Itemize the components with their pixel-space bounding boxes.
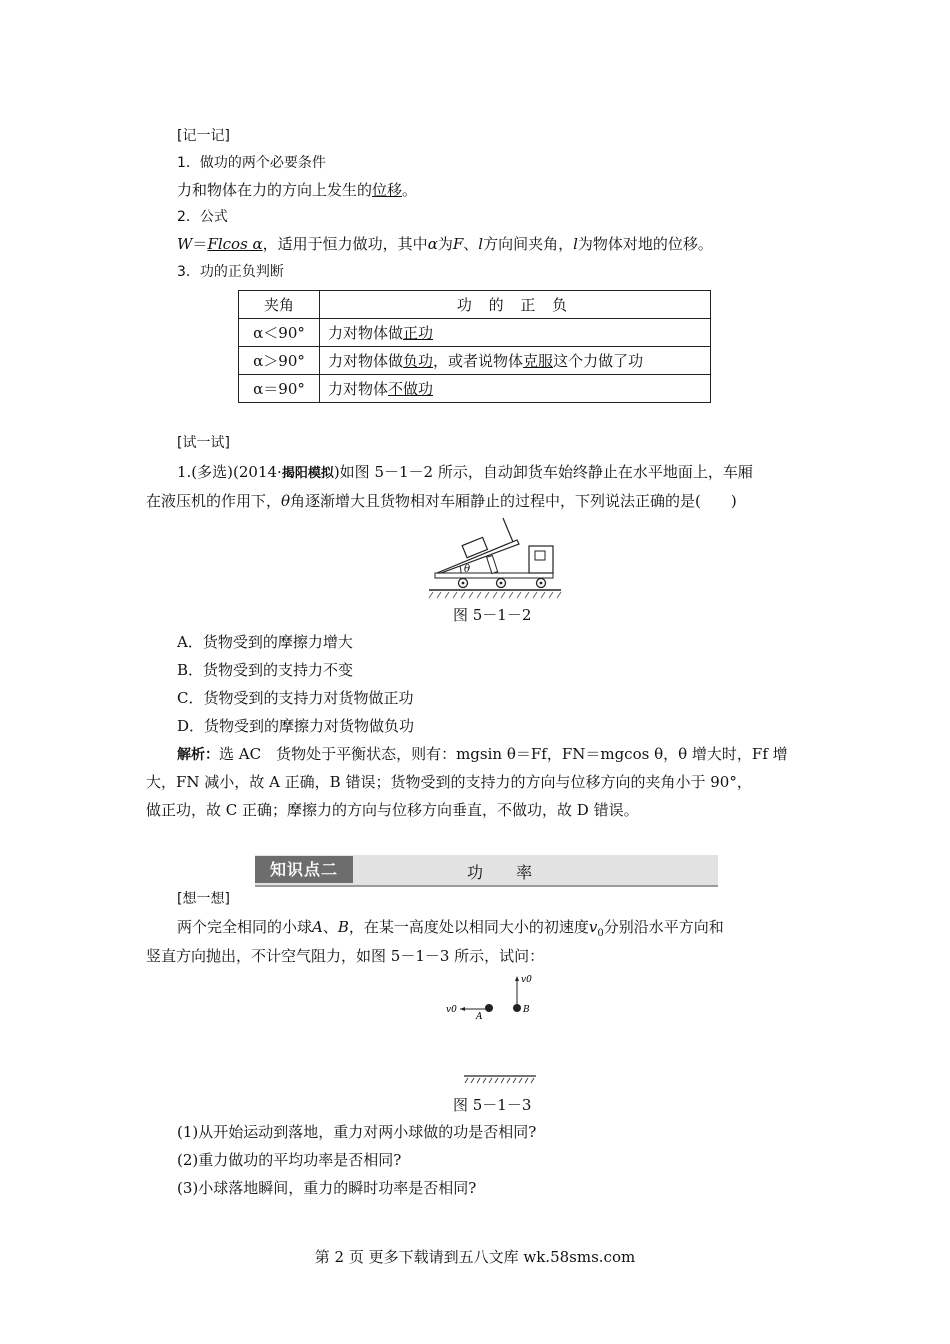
row-angle: α＞90° xyxy=(239,347,320,375)
dump-truck-figure xyxy=(425,516,575,602)
section-banner xyxy=(255,855,718,887)
table-row xyxy=(239,319,711,347)
header-work: 功 的 正 负 xyxy=(320,291,711,319)
item2-title: 2．公式 xyxy=(177,209,228,225)
option-b: B．货物受到的支持力不变 xyxy=(177,661,354,679)
two-balls-figure xyxy=(440,970,550,1086)
question-line-2: 在液压机的作用下，θ角逐渐增大且货物相对车厢静止的过程中，下列说法正确的是( ) xyxy=(146,492,737,510)
remember-heading: [记一记] xyxy=(177,128,230,144)
row-angle: α＝90° xyxy=(239,375,320,403)
option-c: C．货物受到的支持力对货物做正功 xyxy=(177,689,414,707)
table-row xyxy=(239,347,711,375)
row-work: 力对物体不做功 xyxy=(320,375,711,403)
table-row xyxy=(239,375,711,403)
row-angle: α＜90° xyxy=(239,319,320,347)
ball-a-label: A xyxy=(476,1012,483,1022)
analysis-line-1: 解析：选 AC 货物处于平衡状态，则有：mgsin θ＝Ff，FN＝mgcos θ，θ 增大时，Ff 增 xyxy=(177,745,788,763)
question-3: (3)小球落地瞬间，重力的瞬时功率是否相同? xyxy=(177,1179,477,1197)
figure-caption-3: 图 5－1－3 xyxy=(453,1096,532,1114)
header-angle: 夹角 xyxy=(239,291,320,319)
item1-title: 1．做功的两个必要条件 xyxy=(177,155,326,171)
question-1: (1)从开始运动到落地，重力对两小球做的功是否相同? xyxy=(177,1123,537,1141)
figure-caption-2: 图 5－1－2 xyxy=(453,606,532,624)
think-heading: [想一想] xyxy=(177,891,230,907)
row-work: 力对物体做正功 xyxy=(320,319,711,347)
work-sign-table xyxy=(238,290,711,403)
question-2: (2)重力做功的平均功率是否相同? xyxy=(177,1151,402,1169)
think-line-2: 竖直方向抛出，不计空气阻力，如图 5－1－3 所示，试问： xyxy=(146,947,545,965)
theta-label: θ xyxy=(464,564,471,575)
section-title: 功 率 xyxy=(467,863,547,882)
try-heading: [试一试] xyxy=(177,435,230,451)
option-d: D．货物受到的摩擦力对货物做负功 xyxy=(177,717,415,735)
formula-line: W＝Flcos α，适用于恒力做功，其中α为F、l方向间夹角，l为物体对地的位移。 xyxy=(177,235,713,253)
row-work: 力对物体做负功，或者说物体克服这个力做了功 xyxy=(320,347,711,375)
question-line-1: 1.(多选)(2014·揭阳模拟)如图 5－1－2 所示，自动卸货车始终静止在水平地面上，车厢 xyxy=(177,463,753,481)
section-tag: 知识点二 xyxy=(255,856,353,883)
item1-text: 力和物体在力的方向上发生的位移。 xyxy=(177,181,418,199)
analysis-line-3: 做正功，故 C 正确；摩擦力的方向与位移方向垂直，不做功，故 D 错误。 xyxy=(146,801,639,819)
think-line-1: 两个完全相同的小球A、B，在某一高度处以相同大小的初速度$v_0$分别沿水平方向和 xyxy=(177,918,724,939)
table-header-row xyxy=(239,291,711,319)
analysis-line-2: 大，FN 减小，故 A 正确，B 错误；货物受到的支持力的方向与位移方向的夹角小于 90°， xyxy=(146,773,752,791)
v0-left-label: v0 xyxy=(446,1005,457,1015)
v0-top-label: v0 xyxy=(521,975,532,985)
ball-b-label: B xyxy=(523,1005,530,1015)
option-a: A．货物受到的摩擦力增大 xyxy=(177,633,353,651)
page-footer: 第 2 页 更多下载请到五八文库 wk.58sms.com xyxy=(314,1248,636,1266)
item3-title: 3．功的正负判断 xyxy=(177,264,284,280)
